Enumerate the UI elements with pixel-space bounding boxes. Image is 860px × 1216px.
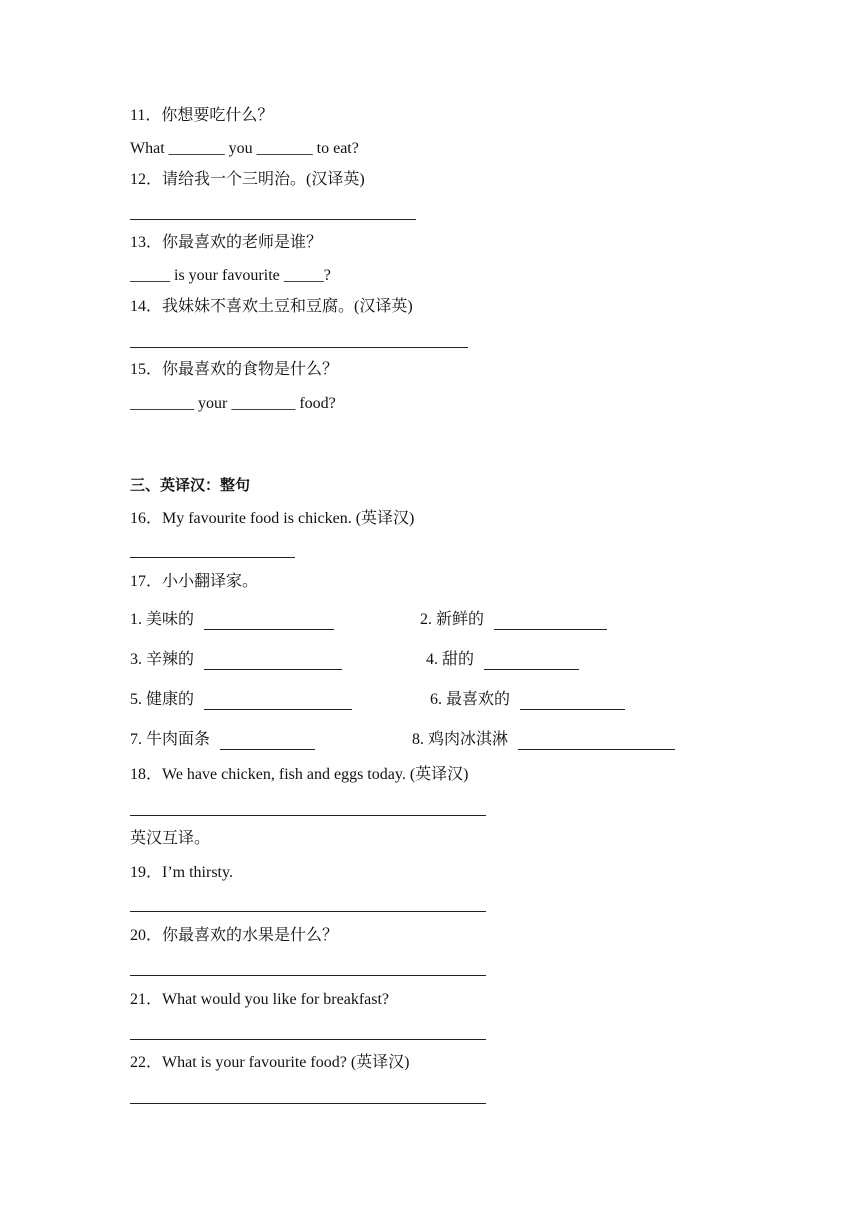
question-21-prompt: 21．What would you like for breakfast? bbox=[130, 991, 390, 1008]
vocab-item-5 bbox=[130, 690, 352, 710]
vocab-item-4 bbox=[426, 650, 579, 670]
vocab-item-label: 3. 辛辣的 bbox=[130, 651, 195, 668]
question-11-answer[interactable]: What _______ you _______ to eat? bbox=[130, 140, 359, 157]
vocab-item-2 bbox=[420, 610, 607, 630]
vocab-item-1 bbox=[130, 610, 334, 630]
question-16-prompt: 16．My favourite food is chicken. (英译汉) bbox=[130, 510, 415, 527]
vocab-item-8 bbox=[412, 730, 675, 750]
question-22-prompt: 22．What is your favourite food? (英译汉) bbox=[130, 1054, 410, 1071]
vocab-item-label: 4. 甜的 bbox=[426, 651, 475, 668]
question-14-answer-line[interactable] bbox=[130, 347, 468, 348]
vocab-answer-blank[interactable] bbox=[494, 613, 607, 630]
vocab-answer-blank[interactable] bbox=[220, 733, 315, 750]
question-22-answer-line[interactable] bbox=[130, 1103, 486, 1104]
question-13-prompt: 13．你最喜欢的老师是谁？ bbox=[130, 234, 323, 251]
vocab-answer-blank[interactable] bbox=[484, 653, 579, 670]
vocab-item-label: 5. 健康的 bbox=[130, 691, 195, 708]
section-subheading: 英汉互译。 bbox=[130, 830, 211, 847]
question-18-answer-line[interactable] bbox=[130, 815, 486, 816]
question-15-prompt: 15．你最喜欢的食物是什么？ bbox=[130, 361, 339, 378]
vocab-item-label: 8. 鸡肉冰淇淋 bbox=[412, 731, 509, 748]
vocab-item-label: 1. 美味的 bbox=[130, 611, 195, 628]
vocab-answer-blank[interactable] bbox=[204, 613, 334, 630]
vocab-item-label: 7. 牛肉面条 bbox=[130, 731, 211, 748]
question-19-answer-line[interactable] bbox=[130, 911, 486, 912]
vocab-item-label: 2. 新鲜的 bbox=[420, 611, 485, 628]
vocab-answer-blank[interactable] bbox=[204, 653, 342, 670]
question-13-answer[interactable]: _____ is your favourite _____? bbox=[130, 267, 331, 284]
question-12-prompt: 12．请给我一个三明治。(汉译英) bbox=[130, 171, 365, 188]
vocab-item-3 bbox=[130, 650, 342, 670]
question-19-prompt: 19．I’m thirsty. bbox=[130, 864, 233, 881]
question-12-answer-line[interactable] bbox=[130, 219, 416, 220]
question-15-answer[interactable]: ________ your ________ food? bbox=[130, 395, 336, 412]
question-16-answer-line[interactable] bbox=[130, 557, 295, 558]
question-14-prompt: 14．我妹妹不喜欢土豆和豆腐。(汉译英) bbox=[130, 298, 413, 315]
vocab-answer-blank[interactable] bbox=[204, 693, 352, 710]
question-11-prompt: 11．你想要吃什么？ bbox=[130, 107, 274, 124]
question-20-prompt: 20．你最喜欢的水果是什么？ bbox=[130, 927, 339, 944]
vocab-answer-blank[interactable] bbox=[520, 693, 625, 710]
question-17-prompt: 17．小小翻译家。 bbox=[130, 573, 259, 590]
vocab-item-6 bbox=[430, 690, 625, 710]
vocab-answer-blank[interactable] bbox=[518, 733, 675, 750]
question-21-answer-line[interactable] bbox=[130, 1039, 486, 1040]
vocab-item-7 bbox=[130, 730, 315, 750]
section-3-heading: 三、英译汉：整句 bbox=[130, 476, 251, 494]
question-20-answer-line[interactable] bbox=[130, 975, 486, 976]
vocab-item-label: 6. 最喜欢的 bbox=[430, 691, 511, 708]
question-18-prompt: 18．We have chicken, fish and eggs today. (英译汉) bbox=[130, 766, 469, 783]
